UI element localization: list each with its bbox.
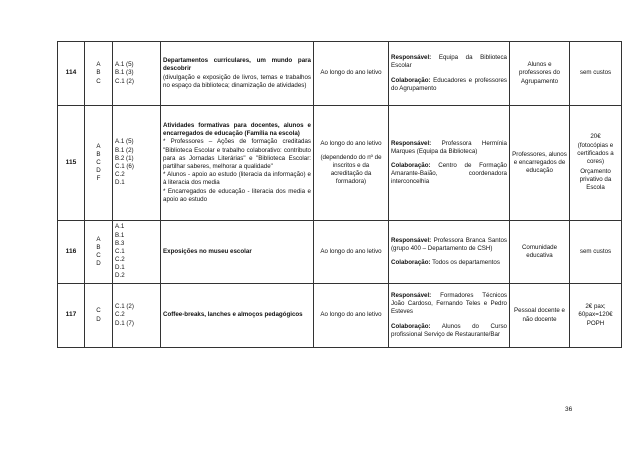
goal-item: A.1: [115, 223, 125, 231]
cost-line: 2€ pax;: [585, 303, 606, 311]
responsibles-cell: [389, 106, 510, 221]
responsible-label: Responsável:: [391, 292, 432, 300]
audience-cell: Professores, alunos e encarregados de educação: [510, 106, 570, 221]
responsibles-cell: [389, 284, 510, 348]
objective-item: C: [96, 158, 101, 166]
objective-item: F: [96, 175, 101, 183]
goal-item: C.2: [115, 256, 125, 264]
goals-cell: [113, 221, 161, 284]
audience-cell: Comunidade educativa: [510, 221, 570, 284]
objectives-cell: [85, 42, 113, 106]
goal-item: A.1 (5): [115, 61, 134, 69]
goal-item: B.1 (2): [115, 146, 134, 154]
objectives-cell: [85, 106, 113, 221]
goals-cell: [113, 106, 161, 221]
cost-cell: sem custos: [570, 42, 622, 106]
activity-number: 116: [58, 221, 85, 284]
goals-cell: [113, 284, 161, 348]
goal-item: C.2: [115, 171, 125, 179]
collaboration-label: Colaboração:: [391, 76, 431, 84]
cost-cell: [570, 106, 622, 221]
audience-cell: Pessoal docente e não docente: [510, 284, 570, 348]
collaboration-text: Centro de Formação Amarante-Baião, coordenadora interconcelhia: [391, 161, 507, 186]
collaboration-text: Alunos do Curso profissional Serviço de Restaurante/Bar: [391, 322, 507, 338]
responsibles-cell: [389, 221, 510, 284]
objective-item: D: [96, 167, 101, 175]
goal-item: B.2 (1): [115, 154, 134, 162]
activity-line: * Professores – Ações de formação creditadas "Biblioteca Escolar e trabalho colaborativo: contributo para as Jornadas Literárias" e "Biblioteca Escolar: partilhar saberes, melhorar a qualidade": [163, 138, 311, 170]
cost-cell: [570, 284, 622, 348]
activity-number: 114: [58, 42, 85, 106]
responsibles-cell: [389, 42, 510, 106]
calendar-text: Ao longo do ano letivo: [320, 139, 382, 147]
goal-item: D.1: [115, 179, 125, 187]
calendar-cell: Ao longo do ano letivo: [314, 221, 389, 284]
cost-line: 60pax=120€: [578, 311, 613, 319]
goal-item: C.1 (2): [115, 77, 134, 85]
responsible-text: Professora Branca Santos (grupo 400 – Departamento de CSH): [391, 236, 507, 252]
goal-item: C.1 (6): [115, 163, 134, 170]
activities-table: [57, 41, 622, 348]
activity-title: Departamentos curriculares, um mundo para descobrir: [163, 57, 311, 73]
goal-item: B.1 (3): [115, 69, 134, 77]
responsible-label: Responsável:: [391, 54, 432, 62]
responsible-text: Formadores Técnicos João Cardoso, Fernando Teles e Pedro Esteves: [391, 292, 507, 316]
cost-line: Orçamento privativo da Escola: [579, 168, 612, 192]
cost-line: 20€: [590, 133, 601, 141]
activity-number: 117: [58, 284, 85, 348]
activity-line: * Encarregados de educação - literacia dos media e apoio ao estudo: [163, 187, 311, 203]
activity-title: Coffee-breaks, lanches e almoços pedagógicos: [163, 311, 303, 319]
objective-item: C: [96, 252, 101, 259]
objective-item: A: [96, 142, 101, 150]
responsible-label: Responsável:: [391, 236, 432, 244]
cost-line: (fotocópias e certificados a cores): [577, 141, 614, 165]
objective-item: C: [96, 307, 101, 315]
cost-cell: sem custos: [570, 221, 622, 284]
goal-item: C.1: [115, 247, 125, 255]
table-row: [58, 221, 622, 284]
objective-item: B: [96, 69, 101, 77]
goal-item: A.1 (5): [115, 138, 134, 146]
activity-number: 115: [58, 106, 85, 221]
goal-item: C.1 (2): [115, 303, 134, 311]
activity-cell: [161, 106, 314, 221]
activity-description: (divulgação e exposição de livros, temas e trabalhos no espaço da biblioteca; dinamização de atividades): [163, 73, 311, 89]
objective-item: B: [96, 243, 101, 251]
objective-item: D: [96, 260, 101, 268]
activity-cell: [161, 284, 314, 348]
table-row: [58, 42, 622, 106]
goals-cell: [113, 42, 161, 106]
table-row: [58, 106, 622, 221]
goal-item: C.2: [115, 311, 125, 319]
goal-item: D.1: [115, 264, 125, 272]
activity-cell: [161, 221, 314, 284]
objective-item: A: [96, 235, 101, 243]
objectives-cell: [85, 221, 113, 284]
activity-title: Exposições no museu escolar: [163, 247, 252, 255]
responsible-label: Responsável:: [391, 139, 432, 147]
audience-cell: Alunos e professores do Agrupamento: [510, 42, 570, 106]
calendar-cell: Ao longo do ano letivo: [314, 284, 389, 348]
cost-line: POPH: [586, 319, 605, 327]
goal-item: B.3: [115, 239, 125, 247]
calendar-note: (dependendo do nº de inscritos e da acreditação da formadora): [320, 153, 382, 186]
collaboration-label: Colaboração:: [391, 161, 431, 169]
activity-cell: [161, 42, 314, 106]
responsible-text: Professora Hermínia Marques (Equipa da Biblioteca): [391, 139, 507, 155]
collaboration-label: Colaboração:: [391, 259, 431, 267]
objective-item: B: [96, 150, 101, 158]
objective-item: A: [96, 61, 101, 69]
goal-item: B.1: [115, 231, 125, 239]
page-number: 36: [565, 406, 573, 413]
objective-item: D: [96, 315, 101, 323]
calendar-cell: Ao longo do ano letivo: [314, 42, 389, 106]
objectives-cell: [85, 284, 113, 348]
activity-line: * Alunos - apoio ao estudo (literacia da informação) e à literacia dos media: [163, 171, 311, 187]
calendar-cell: [314, 106, 389, 221]
collaboration-text: Educadores e professores do Agrupamento: [391, 76, 507, 92]
goal-item: D.1 (7): [115, 319, 134, 327]
activity-title: Atividades formativas para docentes, alunos e encarregados de educação (Família na escola): [163, 122, 311, 138]
objective-item: C: [96, 77, 101, 85]
goal-item: D.2: [115, 272, 125, 280]
responsible-text: Equipa da Biblioteca Escolar: [391, 54, 507, 70]
collaboration-label: Colaboração:: [391, 322, 431, 330]
table-row: [58, 284, 622, 348]
collaboration-text: Todos os departamentos: [432, 259, 500, 267]
